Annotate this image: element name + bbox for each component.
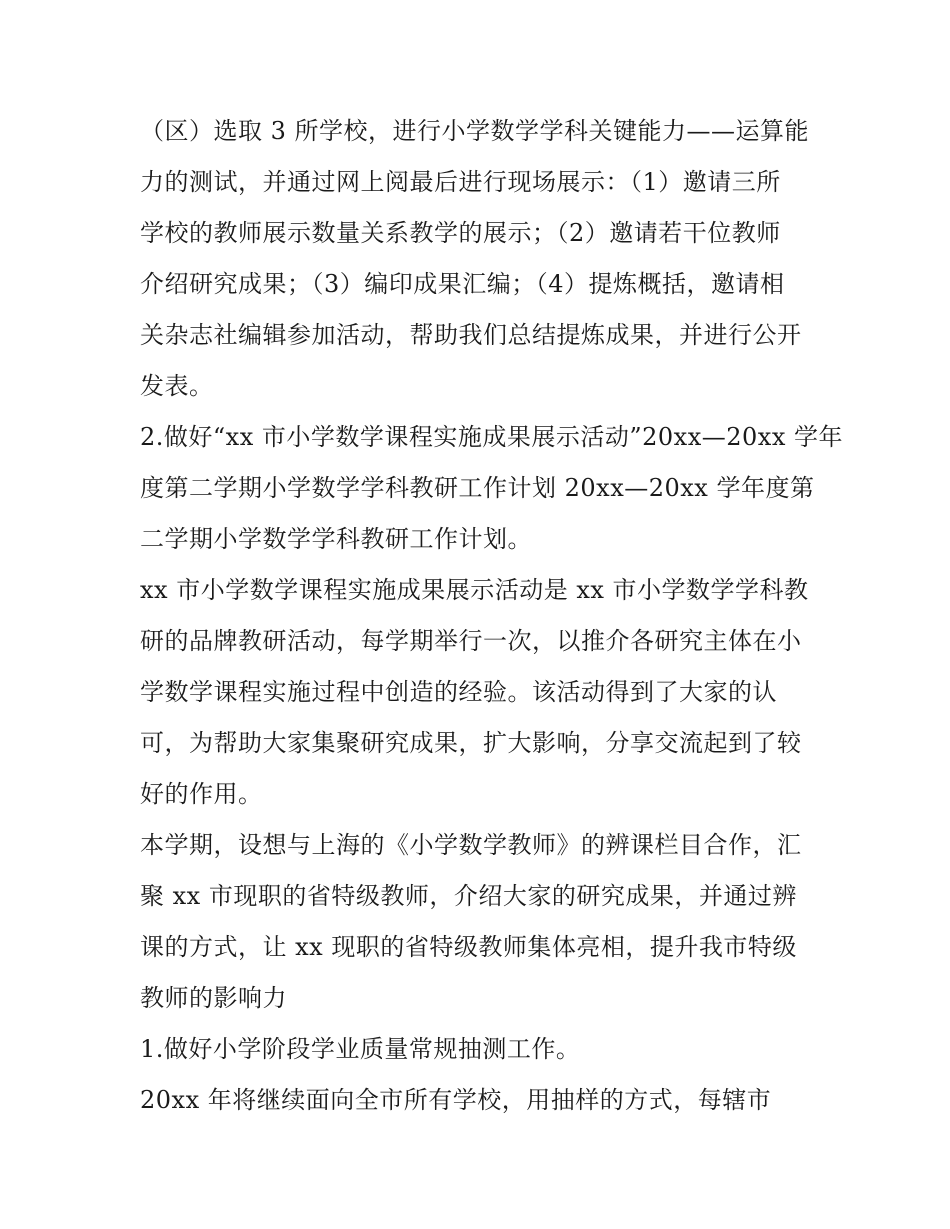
text-line: xx 市小学数学课程实施成果展示活动是 xx 市小学数学学科教 [140,576,809,604]
text-line: 介绍研究成果；（3）编印成果汇编；（4）提炼概括，邀请相 [140,270,785,298]
text-line: （区）选取 3 所学校，进行小学数学学科关键能力——运算能 [140,117,810,145]
text-line: 本学期，设想与上海的《小学数学教师》的辨课栏目合作，汇 [140,831,802,859]
section-heading: 1.做好小学阶段学业质量常规抽测工作。 [140,1035,581,1063]
text-line: 20xx 年将继续面向全市所有学校，用抽样的方式，每辖市 [140,1086,772,1114]
text-line: 关杂志社编辑参加活动，帮助我们总结提炼成果，并进行公开 [140,321,802,349]
text-line: 度第二学期小学数学学科教研工作计划 20xx—20xx 学年度第 [140,474,815,502]
text-line: 好的作用。 [140,780,263,808]
text-line: 力的测试，并通过网上阅最后进行现场展示：（1）邀请三所 [140,168,781,196]
text-line: 研的品牌教研活动，每学期举行一次，以推介各研究主体在小 [140,627,802,655]
text-line: 发表。 [140,372,214,400]
text-line: 学数学课程实施过程中创造的经验。该活动得到了大家的认 [140,678,777,706]
text-line: 聚 xx 市现职的省特级教师，介绍大家的研究成果，并通过辨 [140,882,797,910]
text-line: 学校的教师展示数量关系教学的展示；（2）邀请若干位教师 [140,219,781,247]
section-heading: 2.做好“xx 市小学数学课程实施成果展示活动”20xx—20xx 学年 [140,423,843,451]
text-line: 课的方式，让 xx 现职的省特级教师集体亮相，提升我市特级 [140,933,797,961]
text-line: 教师的影响力 [140,984,287,1012]
text-line: 二学期小学数学学科教研工作计划。 [140,525,532,553]
text-line: 可，为帮助大家集聚研究成果，扩大影响，分享交流起到了较 [140,729,802,757]
